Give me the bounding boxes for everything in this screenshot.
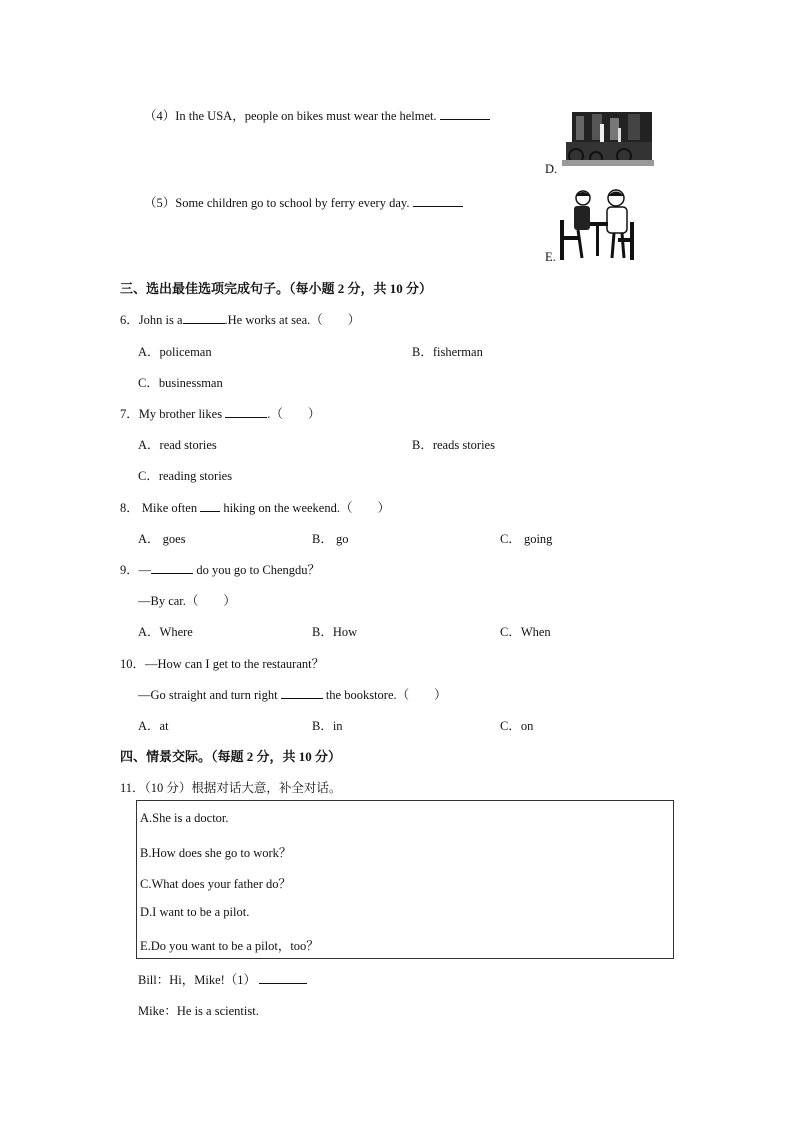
question-7 [120, 404, 320, 422]
question-stem: .（ ） [267, 407, 321, 421]
dialog-text: Bill：Hi，Mike!（1） [138, 973, 257, 987]
question-9 [120, 560, 320, 578]
option-a[interactable]: A．policeman [138, 345, 212, 359]
answer-text: —Go straight and turn right [138, 688, 278, 702]
option-b[interactable]: B．in [312, 719, 343, 733]
question-stem: 9．— [120, 563, 152, 577]
option-c[interactable]: C．businessman [138, 376, 223, 390]
picture-label-d: D. [545, 162, 558, 176]
question-stem: 7．My brother likes [120, 407, 223, 421]
option-c[interactable]: C． going [500, 532, 553, 546]
dialog-option-c: C.What does your father do？ [140, 877, 292, 891]
question-stem: 6．John is a [120, 313, 183, 327]
picture-label-e: E. [545, 250, 556, 264]
option-a[interactable]: A． goes [138, 532, 186, 546]
answer-blank[interactable] [183, 312, 225, 324]
question-stem: 8． Mike often [120, 501, 198, 515]
question-4-text: （4）In the USA，people on bikes must wear the helmet. [144, 109, 437, 123]
question-4 [144, 106, 490, 124]
question-stem: .He works at sea.（ ） [224, 313, 361, 327]
option-a[interactable]: A．read stories [138, 438, 217, 452]
answer-blank[interactable] [151, 562, 193, 574]
section-heading: 三、选出最佳选项完成句子。（每小题 2 分，共 10 分） [120, 281, 433, 296]
options-box [136, 800, 674, 959]
question-5-text: （5）Some children go to school by ferry every day. [144, 196, 410, 210]
option-c[interactable]: C．reading stories [138, 469, 233, 483]
question-stem: do you go to Chengdu？ [196, 563, 320, 577]
option-b[interactable]: B． go [312, 532, 349, 546]
option-b[interactable]: B．reads stories [412, 438, 495, 452]
dialog-option-a: A.She is a doctor. [140, 811, 229, 825]
bikes-helmet-picture [562, 104, 654, 172]
option-a[interactable]: A．at [138, 719, 169, 733]
answer-blank[interactable] [413, 195, 463, 207]
question-9-answer: —By car.（ ） [138, 594, 236, 608]
question-10: 10．—How can I get to the restaurant？ [120, 657, 325, 671]
answer-blank[interactable] [259, 972, 307, 984]
option-b[interactable]: B．How [312, 625, 358, 639]
answer-text: the bookstore.（ ） [325, 688, 447, 702]
question-11: 11．（10 分）根据对话大意，补全对话。 [120, 781, 342, 795]
answer-blank[interactable] [281, 687, 323, 699]
dialog-option-b: B.How does she go to work？ [140, 846, 292, 860]
question-10-answer [138, 685, 447, 703]
question-stem: hiking on the weekend.（ ） [223, 501, 390, 515]
dialog-line [138, 970, 307, 988]
answer-blank[interactable] [440, 108, 490, 120]
option-c[interactable]: C．on [500, 719, 534, 733]
question-5 [144, 193, 463, 211]
answer-blank[interactable] [225, 406, 267, 418]
dialog-line: Mike：He is a scientist. [138, 1004, 259, 1018]
section-heading: 四、情景交际。（每题 2 分，共 10 分） [120, 749, 342, 764]
dialog-option-d: D.I want to be a pilot. [140, 905, 250, 919]
question-8 [120, 498, 390, 516]
question-6 [120, 310, 360, 328]
children-table-picture [556, 188, 638, 262]
dialog-option-e: E.Do you want to be a pilot，too？ [140, 939, 319, 953]
option-a[interactable]: A．Where [138, 625, 193, 639]
option-b[interactable]: B．fisherman [412, 345, 483, 359]
option-c[interactable]: C．When [500, 625, 551, 639]
answer-blank[interactable] [200, 500, 220, 512]
